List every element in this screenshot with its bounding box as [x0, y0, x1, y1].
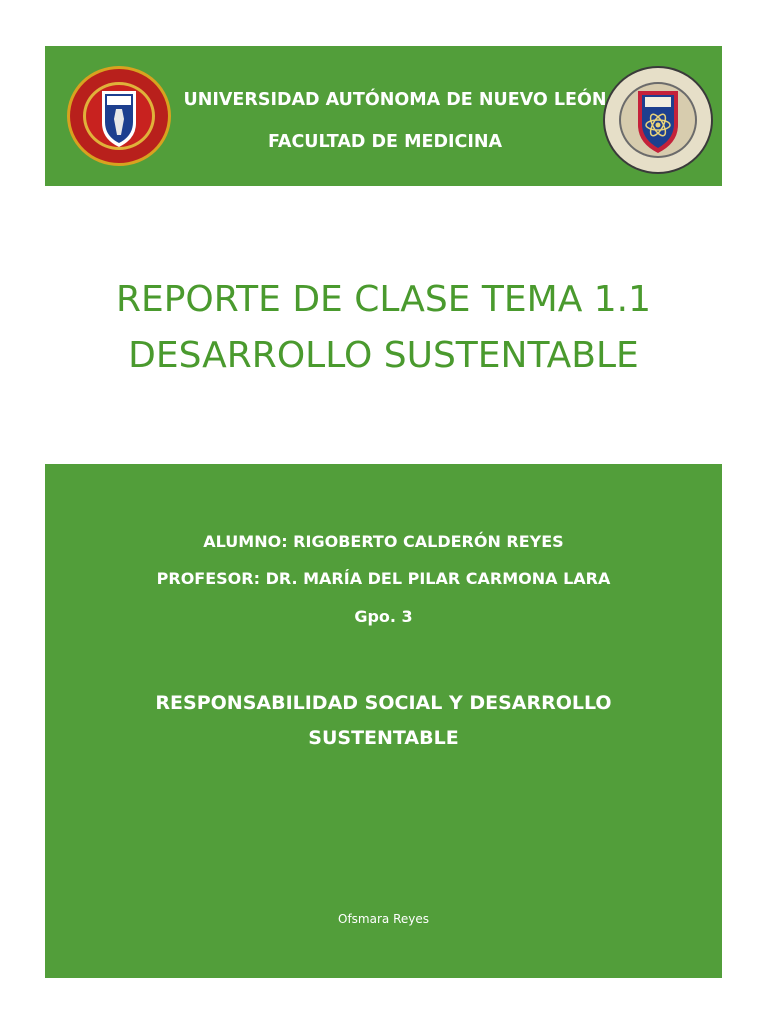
info-box	[45, 464, 722, 978]
header-band	[45, 46, 722, 186]
uanl-shield-seal-icon	[66, 65, 172, 167]
professor-name: PROFESOR: DR. MARÍA DEL PILAR CARMONA LARA	[156, 569, 611, 588]
faculty-name: FACULTAD DE MEDICINA	[267, 132, 503, 152]
title-line-2: DESARROLLO SUSTENTABLE	[128, 335, 639, 376]
university-name: UNIVERSIDAD AUTÓNOMA DE NUEVO LEÓN	[183, 90, 607, 110]
uanl-atom-seal-icon	[602, 65, 714, 175]
course-line-2: SUSTENTABLE	[308, 727, 459, 749]
group-number: Gpo. 3	[354, 607, 413, 626]
course-name	[45, 686, 722, 756]
title-line-1: REPORTE DE CLASE TEMA 1.1	[115, 279, 652, 320]
author-name: Ofsmara Reyes	[338, 912, 429, 926]
course-line-1: RESPONSABILIDAD SOCIAL Y DESARROLLO	[155, 692, 612, 714]
report-title	[45, 272, 722, 384]
student-name: ALUMNO: RIGOBERTO CALDERÓN REYES	[203, 532, 564, 551]
